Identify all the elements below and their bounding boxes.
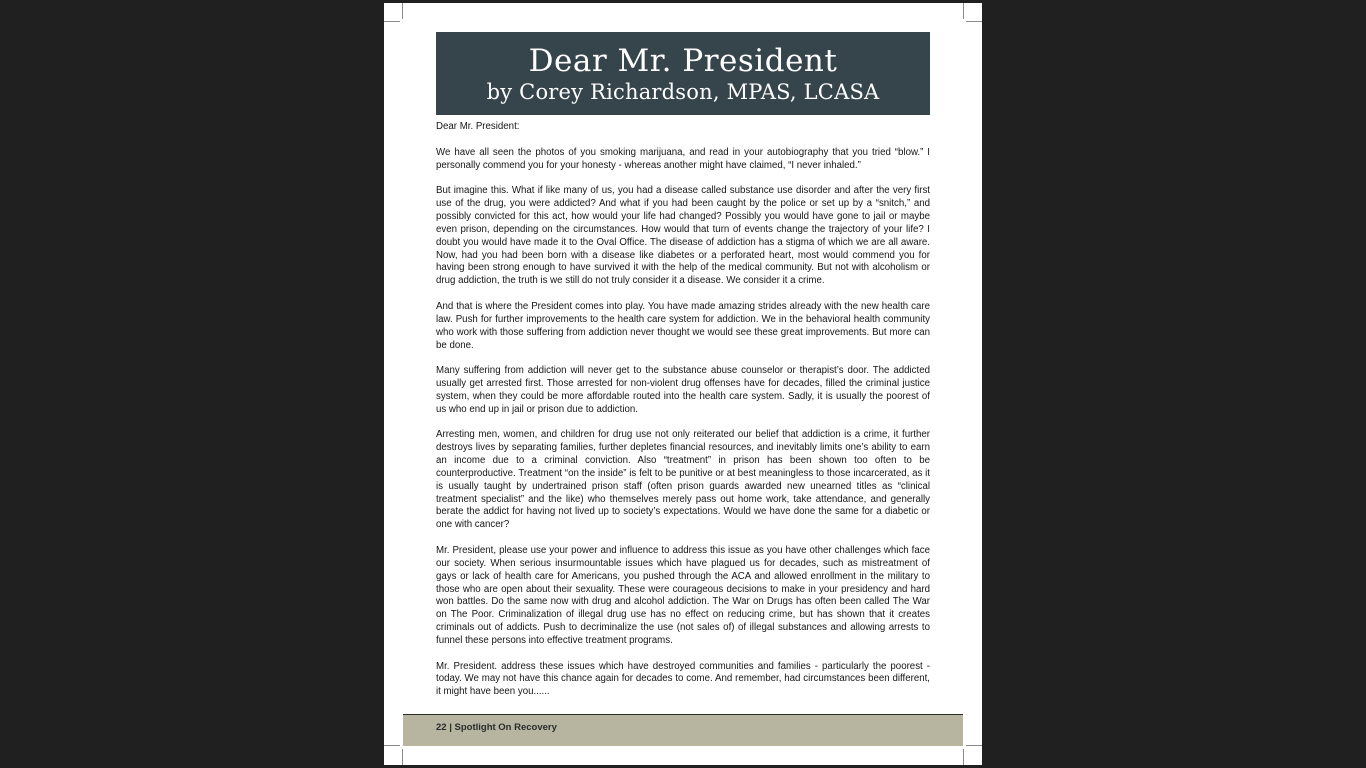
crop-mark-top-right-horizontal (966, 21, 982, 22)
salutation: Dear Mr. President: (436, 121, 520, 132)
paragraph: But imagine this. What if like many of us, you had a disease called substance use disorder and after the very first use of the drug, you were addicted? And what if you had been caught by the police or set up by a “snitch,” and possibly convicted for this act, how would your life had changed? Possibly you would have gone to jail or maybe even prison, depending on the circumstances. How would that turn of events change the trajectory of your life? I doubt you would have made it to the Oval Office. The disease of addiction has a stigma of which we are all aware. Now, had you had been born with a disease like diabetes or a perforated heart, most would commend you for having been strong enough to have survived it with the help of the medical community. But not with alcoholism or drug addiction, the truth is we still do not truly consider it a disease. We consider it a crime. (436, 185, 930, 287)
crop-mark-bottom-left-vertical (402, 749, 403, 765)
footer-page-label: 22 | Spotlight On Recovery (436, 722, 557, 733)
paragraph: Arresting men, women, and children for drug use not only reiterated our belief that addiction is a crime, it further destroys lives by separating families, further depletes financial resources, and inevitably limits one’s ability to earn an income due to a criminal conviction. Also “treatment” in prison has been shown too often to be counterproductive. Treatment “on the inside” is felt to be punitive or at best meaningless to those incarcerated, as it is usually taught by undertrained prison staff (often prison guards awarded new unearned titles as “clinical treatment specialist” and the like) who themselves merely pass out home work, take attendance, and generally berate the addict for having not lived up to society’s expectations. Would we have done the same for a diabetic or one with cancer? (436, 429, 930, 531)
article-title: Dear Mr. President (528, 43, 838, 79)
crop-mark-bottom-right-vertical (963, 749, 964, 765)
paragraph: Mr. President. address these issues which have destroyed communities and families - particularly the poorest - today. We may not have this chance again for decades to come. And remember, had circumstances been different, it might have been you...... (436, 660, 930, 698)
crop-mark-bottom-right-horizontal (966, 745, 982, 746)
paragraph: We have all seen the photos of you smoking marijuana, and read in your autobiography that you tried “blow.” I personally commend you for your honesty - whereas another might have claimed, “I never inhaled.” (436, 146, 930, 171)
article-byline: by Corey Richardson, MPAS, LCASA (486, 80, 880, 104)
magazine-page (384, 3, 982, 765)
crop-mark-top-left-horizontal (384, 21, 400, 22)
paragraph: And that is where the President comes into play. You have made amazing strides already with the new health care law. Push for further improvements to the health care system for addiction. We in the behavioral health community who work with those suffering from addiction never thought we would see these great improvements. But more can be done. (436, 300, 930, 351)
article-body (436, 121, 930, 712)
crop-mark-top-right-vertical (963, 3, 964, 19)
paragraph: Many suffering from addiction will never get to the substance abuse counselor or therapist’s door. The addicted usually get arrested first. Those arrested for non-violent drug offenses have for decades, filled the criminal justice system, when they could be more affordable routed into the health care system. Sadly, it is usually the poorest of us who end up in jail or prison due to addiction. (436, 365, 930, 415)
crop-mark-bottom-left-horizontal (384, 745, 400, 746)
title-banner (436, 32, 930, 115)
page-footer (403, 714, 963, 746)
crop-mark-top-left-vertical (402, 3, 403, 19)
paragraph: Mr. President, please use your power and influence to address this issue as you have other challenges which face our society. When serious insurmountable issues which have plagued us for decades, such as mistreatment of gays or lack of health care for Americans, you pushed through the ACA and allowed enrollment in the military to those who are open about their sexuality. These were courageous decisions to make in your presidency and hard won battles. Do the same now with drug and alcohol addiction. The War on Drugs has often been called The War on The Poor. Criminalization of illegal drug use has no effect on reducing crime, but has shown that it creates criminals out of addicts. Push to decriminalize the use (not sales of) of illegal substances and allowing arrests to funnel these persons into effective treatment programs. (436, 545, 930, 646)
